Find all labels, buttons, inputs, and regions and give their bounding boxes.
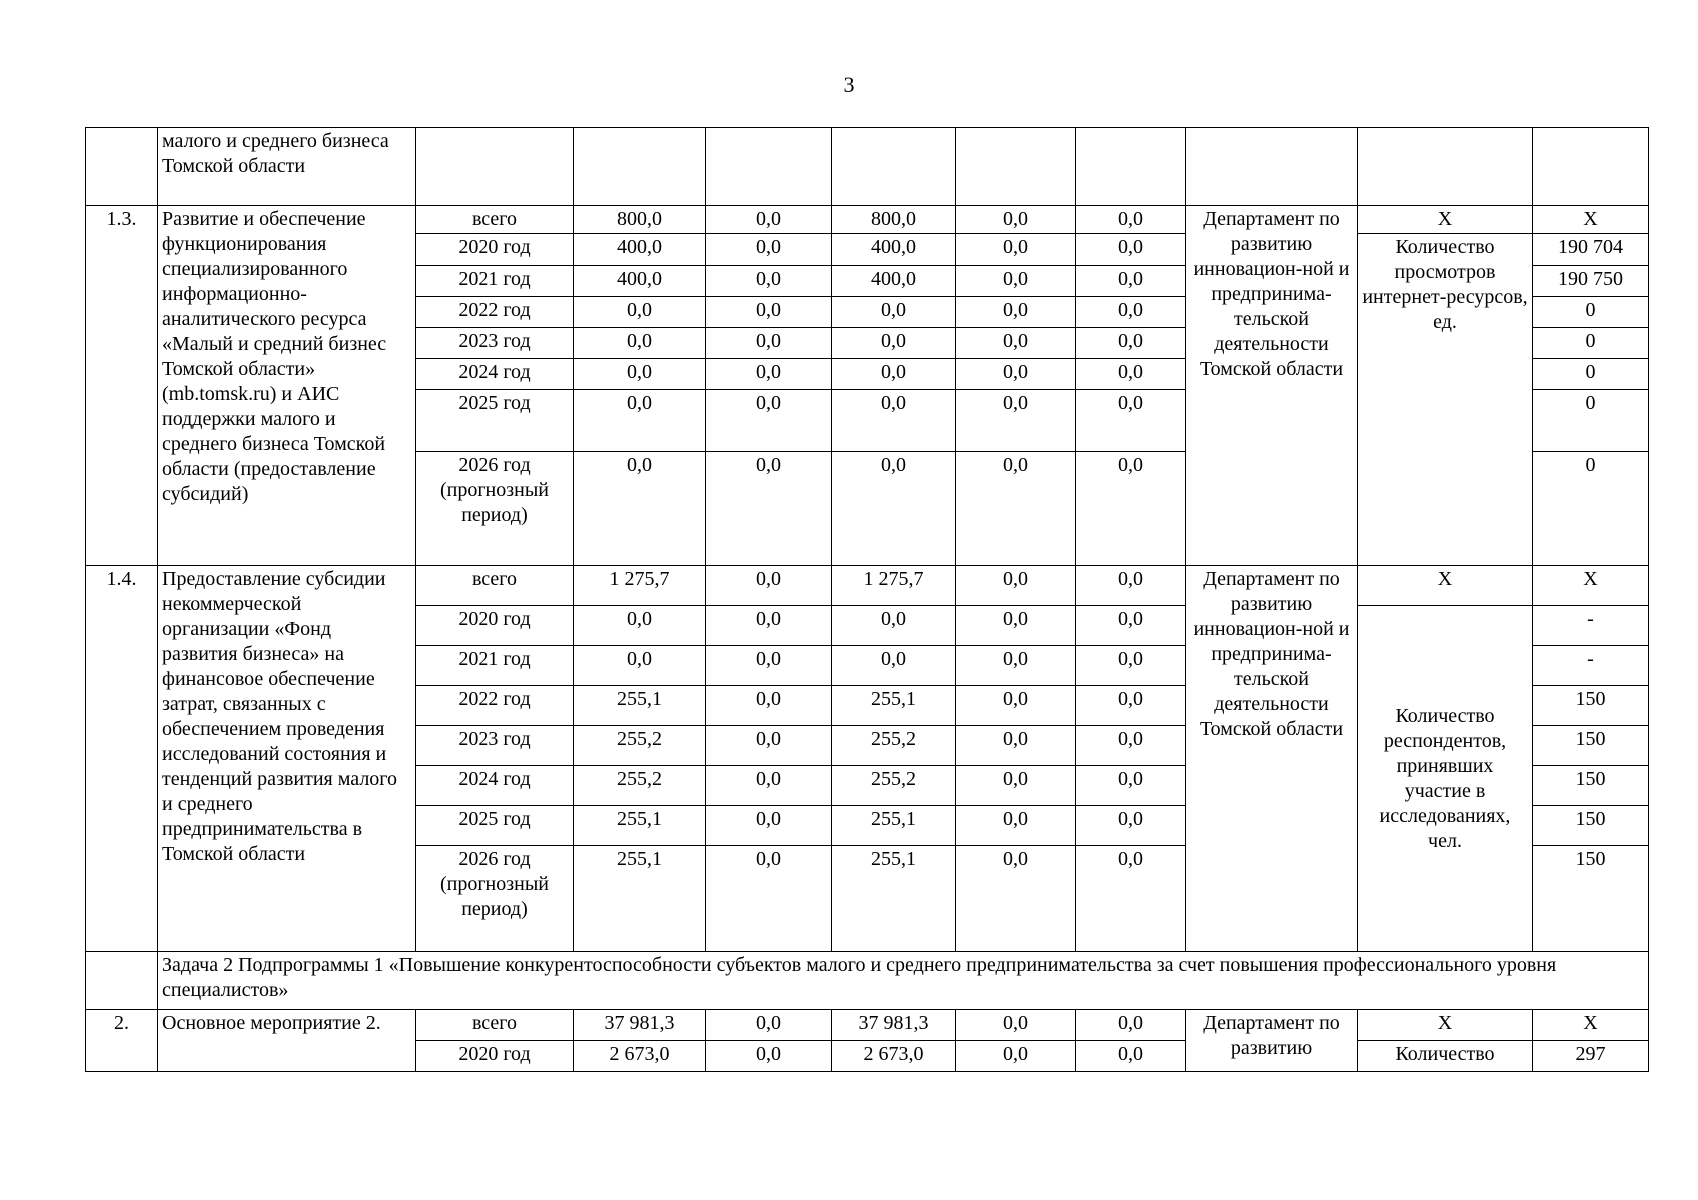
responsible-department: Департамент по развитию [1186,1010,1358,1072]
value-federal: 0,0 [706,234,832,266]
indicator-value: 0 [1533,452,1649,566]
period: 2024 год [416,359,574,390]
value-local: 0,0 [956,766,1076,806]
value-local: 0,0 [956,1041,1076,1072]
value-local: 0,0 [956,390,1076,452]
value-local: 0,0 [956,359,1076,390]
value-total: 800,0 [574,206,706,234]
indicator-name: Количество [1358,1041,1533,1072]
indicator-value: - [1533,606,1649,646]
period: 2024 год [416,766,574,806]
table-row [86,128,1649,206]
value-local: 0,0 [956,846,1076,952]
value-total: 1 275,7 [574,566,706,606]
responsible-department: Департамент по развитию инновацион-ной и предпринима-тельской деятельности Томской области [1186,566,1358,952]
indicator-value: 0 [1533,328,1649,359]
period: 2022 год [416,297,574,328]
period: 2020 год [416,234,574,266]
value-other: 0,0 [1076,806,1186,846]
value-local: 0,0 [956,328,1076,359]
value-local: 0,0 [956,452,1076,566]
value-local: 0,0 [956,606,1076,646]
value-other: 0,0 [1076,297,1186,328]
value-federal: 0,0 [706,1041,832,1072]
indicator-name: Х [1358,206,1533,234]
indicator-value: 150 [1533,726,1649,766]
value-regional: 0,0 [832,328,956,359]
period: всего [416,566,574,606]
value-local: 0,0 [956,566,1076,606]
value-total: 0,0 [574,452,706,566]
period: всего [416,206,574,234]
value-total: 255,2 [574,766,706,806]
indicator-name: Х [1358,566,1533,606]
program-table [85,127,1649,1072]
value-other: 0,0 [1076,359,1186,390]
value-local: 0,0 [956,686,1076,726]
value-other: 0,0 [1076,328,1186,359]
period: 2025 год [416,390,574,452]
value-local: 0,0 [956,806,1076,846]
value-other: 0,0 [1076,1010,1186,1041]
period: 2026 год (прогнозный период) [416,846,574,952]
value-federal: 0,0 [706,390,832,452]
value-federal: 0,0 [706,1010,832,1041]
value-total: 255,1 [574,806,706,846]
measure-number: 2. [86,1010,158,1072]
value-federal: 0,0 [706,328,832,359]
indicator-value: 0 [1533,359,1649,390]
period: 2023 год [416,328,574,359]
period: 2026 год (прогнозный период) [416,452,574,566]
period: всего [416,1010,574,1041]
measure-number: 1.4. [86,566,158,952]
cell-name: малого и среднего бизнеса Томской области [158,128,416,206]
value-local: 0,0 [956,646,1076,686]
value-federal: 0,0 [706,206,832,234]
measure-name: Развитие и обеспечение функционирования специализированного информационно-аналитического ресурса «Малый и средний бизнес Томской области» (mb.tomsk.ru) и АИС поддержки малого и среднего бизнеса Томской области (предоставление субсидий) [158,206,416,566]
responsible-department: Департамент по развитию инновацион-ной и предпринима-тельской деятельности Томской области [1186,206,1358,566]
table-row [86,952,1649,1010]
value-federal: 0,0 [706,452,832,566]
value-regional: 255,2 [832,726,956,766]
value-regional: 1 275,7 [832,566,956,606]
indicator-value: Х [1533,206,1649,234]
value-federal: 0,0 [706,806,832,846]
value-federal: 0,0 [706,726,832,766]
measure-name: Основное мероприятие 2. [158,1010,416,1072]
value-regional: 0,0 [832,359,956,390]
value-regional: 255,1 [832,686,956,726]
value-total: 400,0 [574,266,706,297]
value-local: 0,0 [956,234,1076,266]
value-local: 0,0 [956,266,1076,297]
value-federal: 0,0 [706,766,832,806]
value-regional: 0,0 [832,390,956,452]
value-total: 400,0 [574,234,706,266]
indicator-name: Х [1358,1010,1533,1041]
indicator-value: 150 [1533,686,1649,726]
indicator-name: Количество респондентов, принявших участие в исследованиях, чел. [1358,606,1533,952]
value-total: 0,0 [574,359,706,390]
value-total: 255,2 [574,726,706,766]
value-local: 0,0 [956,726,1076,766]
indicator-value: 0 [1533,390,1649,452]
measure-number: 1.3. [86,206,158,566]
value-other: 0,0 [1076,726,1186,766]
value-local: 0,0 [956,1010,1076,1041]
value-other: 0,0 [1076,1041,1186,1072]
value-other: 0,0 [1076,846,1186,952]
value-regional: 0,0 [832,452,956,566]
table-row [86,566,1649,606]
indicator-value: 150 [1533,846,1649,952]
value-regional: 0,0 [832,606,956,646]
value-federal: 0,0 [706,266,832,297]
value-federal: 0,0 [706,646,832,686]
value-other: 0,0 [1076,234,1186,266]
task-heading: Задача 2 Подпрограммы 1 «Повышение конкурентоспособности субъектов малого и среднего предпринимательства за счет повышения профессионального уровня специалистов» [158,952,1649,1010]
value-federal: 0,0 [706,566,832,606]
value-other: 0,0 [1076,766,1186,806]
value-total: 0,0 [574,390,706,452]
value-regional: 255,2 [832,766,956,806]
value-regional: 800,0 [832,206,956,234]
cell-num [86,128,158,206]
value-regional: 255,1 [832,846,956,952]
measure-name: Предоставление субсидии некоммерческой организации «Фонд развития бизнеса» на финансовое обеспечение затрат, связанных с обеспечением проведения исследований состояния и тенденций развития малого и среднего предпринимательства в Томской области [158,566,416,952]
period: 2022 год [416,686,574,726]
value-federal: 0,0 [706,606,832,646]
indicator-value: 0 [1533,297,1649,328]
indicator-value: Х [1533,1010,1649,1041]
value-total: 255,1 [574,686,706,726]
value-total: 0,0 [574,297,706,328]
value-other: 0,0 [1076,390,1186,452]
value-total: 0,0 [574,328,706,359]
value-total: 0,0 [574,606,706,646]
value-total: 0,0 [574,646,706,686]
table-row [86,206,1649,234]
value-regional: 37 981,3 [832,1010,956,1041]
value-other: 0,0 [1076,686,1186,726]
value-regional: 0,0 [832,297,956,328]
period: 2020 год [416,1041,574,1072]
value-other: 0,0 [1076,646,1186,686]
table-row [86,1010,1649,1041]
value-federal: 0,0 [706,359,832,390]
value-total: 37 981,3 [574,1010,706,1041]
indicator-value: Х [1533,566,1649,606]
indicator-value: 190 704 [1533,234,1649,266]
value-regional: 2 673,0 [832,1041,956,1072]
period: 2023 год [416,726,574,766]
value-other: 0,0 [1076,206,1186,234]
period: 2025 год [416,806,574,846]
value-federal: 0,0 [706,686,832,726]
period: 2021 год [416,646,574,686]
value-other: 0,0 [1076,452,1186,566]
value-federal: 0,0 [706,297,832,328]
page-number: 3 [843,72,855,97]
value-other: 0,0 [1076,566,1186,606]
value-regional: 0,0 [832,646,956,686]
indicator-value: 190 750 [1533,266,1649,297]
indicator-value: 150 [1533,806,1649,846]
indicator-value: 297 [1533,1041,1649,1072]
indicator-name: Количество просмотров интернет-ресурсов, ед. [1358,234,1533,566]
value-regional: 400,0 [832,234,956,266]
period: 2021 год [416,266,574,297]
indicator-value: - [1533,646,1649,686]
value-regional: 255,1 [832,806,956,846]
indicator-value: 150 [1533,766,1649,806]
value-regional: 400,0 [832,266,956,297]
value-total: 255,1 [574,846,706,952]
value-total: 2 673,0 [574,1041,706,1072]
value-local: 0,0 [956,297,1076,328]
value-other: 0,0 [1076,606,1186,646]
period: 2020 год [416,606,574,646]
value-other: 0,0 [1076,266,1186,297]
value-local: 0,0 [956,206,1076,234]
value-federal: 0,0 [706,846,832,952]
